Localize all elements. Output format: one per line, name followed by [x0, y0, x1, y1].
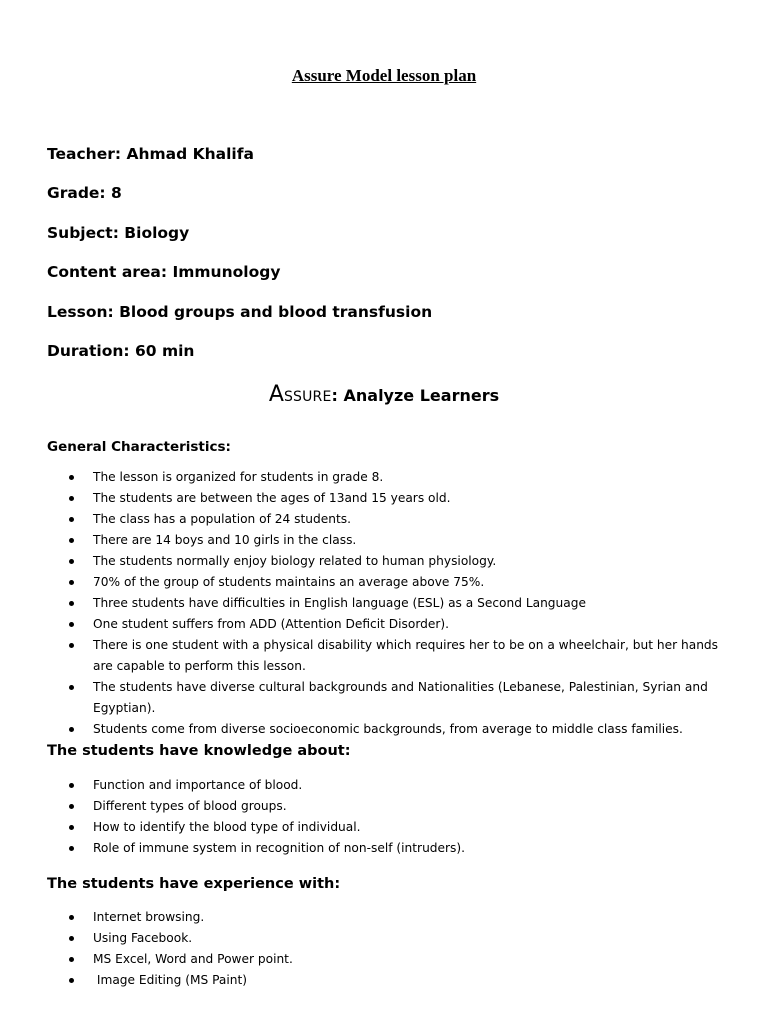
bullet-icon: [69, 496, 74, 501]
bullet-icon: [69, 475, 74, 480]
bullet-icon: [69, 915, 74, 920]
subject-line: Subject: Biology: [47, 224, 190, 242]
list-item: Internet browsing.: [0, 907, 768, 928]
list-item: How to identify the blood type of individual.: [0, 817, 768, 838]
bullet-icon: [69, 936, 74, 941]
list-item: The students normally enjoy biology related to human physiology.: [0, 551, 768, 572]
list-item: One student suffers from ADD (Attention Deficit Disorder).: [0, 614, 768, 635]
bullet-icon: [69, 643, 74, 648]
list-item: MS Excel, Word and Power point.: [0, 949, 768, 970]
teacher-line: Teacher: Ahmad Khalifa: [47, 145, 254, 163]
grade-line: Grade: 8: [47, 184, 122, 202]
list-item: There is one student with a physical disability which requires her to be on a wheelchair, but her hands are capable to perform this lesson.: [0, 635, 768, 677]
bullet-icon: [69, 601, 74, 606]
bullet-icon: [69, 685, 74, 690]
list-item: The students have diverse cultural backgrounds and Nationalities (Lebanese, Palestinian, Syrian and Egyptian).: [0, 677, 768, 719]
bullet-icon: [69, 559, 74, 564]
list-item: Function and importance of blood.: [0, 775, 768, 796]
list-item: Different types of blood groups.: [0, 796, 768, 817]
assure-suffix: : Analyze Learners: [331, 386, 500, 405]
duration-line: Duration: 60 min: [47, 342, 195, 360]
experience-list: [0, 907, 768, 991]
general-characteristics-list: [0, 467, 768, 740]
assure-section-heading: [0, 382, 768, 407]
bullet-icon: [69, 622, 74, 627]
list-item: There are 14 boys and 10 girls in the class.: [0, 530, 768, 551]
bullet-icon: [69, 846, 74, 851]
list-item: The lesson is organized for students in grade 8.: [0, 467, 768, 488]
bullet-icon: [69, 727, 74, 732]
list-item: Role of immune system in recognition of non-self (intruders).: [0, 838, 768, 859]
assure-first-letter: A: [268, 382, 284, 407]
bullet-icon: [69, 804, 74, 809]
knowledge-heading: The students have knowledge about:: [47, 743, 351, 759]
bullet-icon: [69, 825, 74, 830]
general-characteristics-heading: General Characteristics:: [47, 439, 231, 455]
list-item: The students are between the ages of 13and 15 years old.: [0, 488, 768, 509]
document-title: Assure Model lesson plan: [291, 66, 477, 85]
list-item: Students come from diverse socioeconomic backgrounds, from average to middle class families.: [0, 719, 768, 740]
list-item: The class has a population of 24 students.: [0, 509, 768, 530]
list-item: Using Facebook.: [0, 928, 768, 949]
bullet-icon: [69, 978, 74, 983]
list-item: 70% of the group of students maintains an average above 75%.: [0, 572, 768, 593]
bullet-icon: [69, 580, 74, 585]
bullet-icon: [69, 783, 74, 788]
assure-small-caps: SSURE: [283, 389, 332, 405]
bullet-icon: [69, 517, 74, 522]
lesson-line: Lesson: Blood groups and blood transfusion: [47, 303, 433, 321]
list-item: Three students have difficulties in English language (ESL) as a Second Language: [0, 593, 768, 614]
bullet-icon: [69, 957, 74, 962]
content-area-line: Content area: Immunology: [47, 263, 281, 281]
bullet-icon: [69, 538, 74, 543]
list-item: Image Editing (MS Paint): [0, 970, 768, 991]
knowledge-list: [0, 775, 768, 859]
experience-heading: The students have experience with:: [47, 876, 341, 892]
